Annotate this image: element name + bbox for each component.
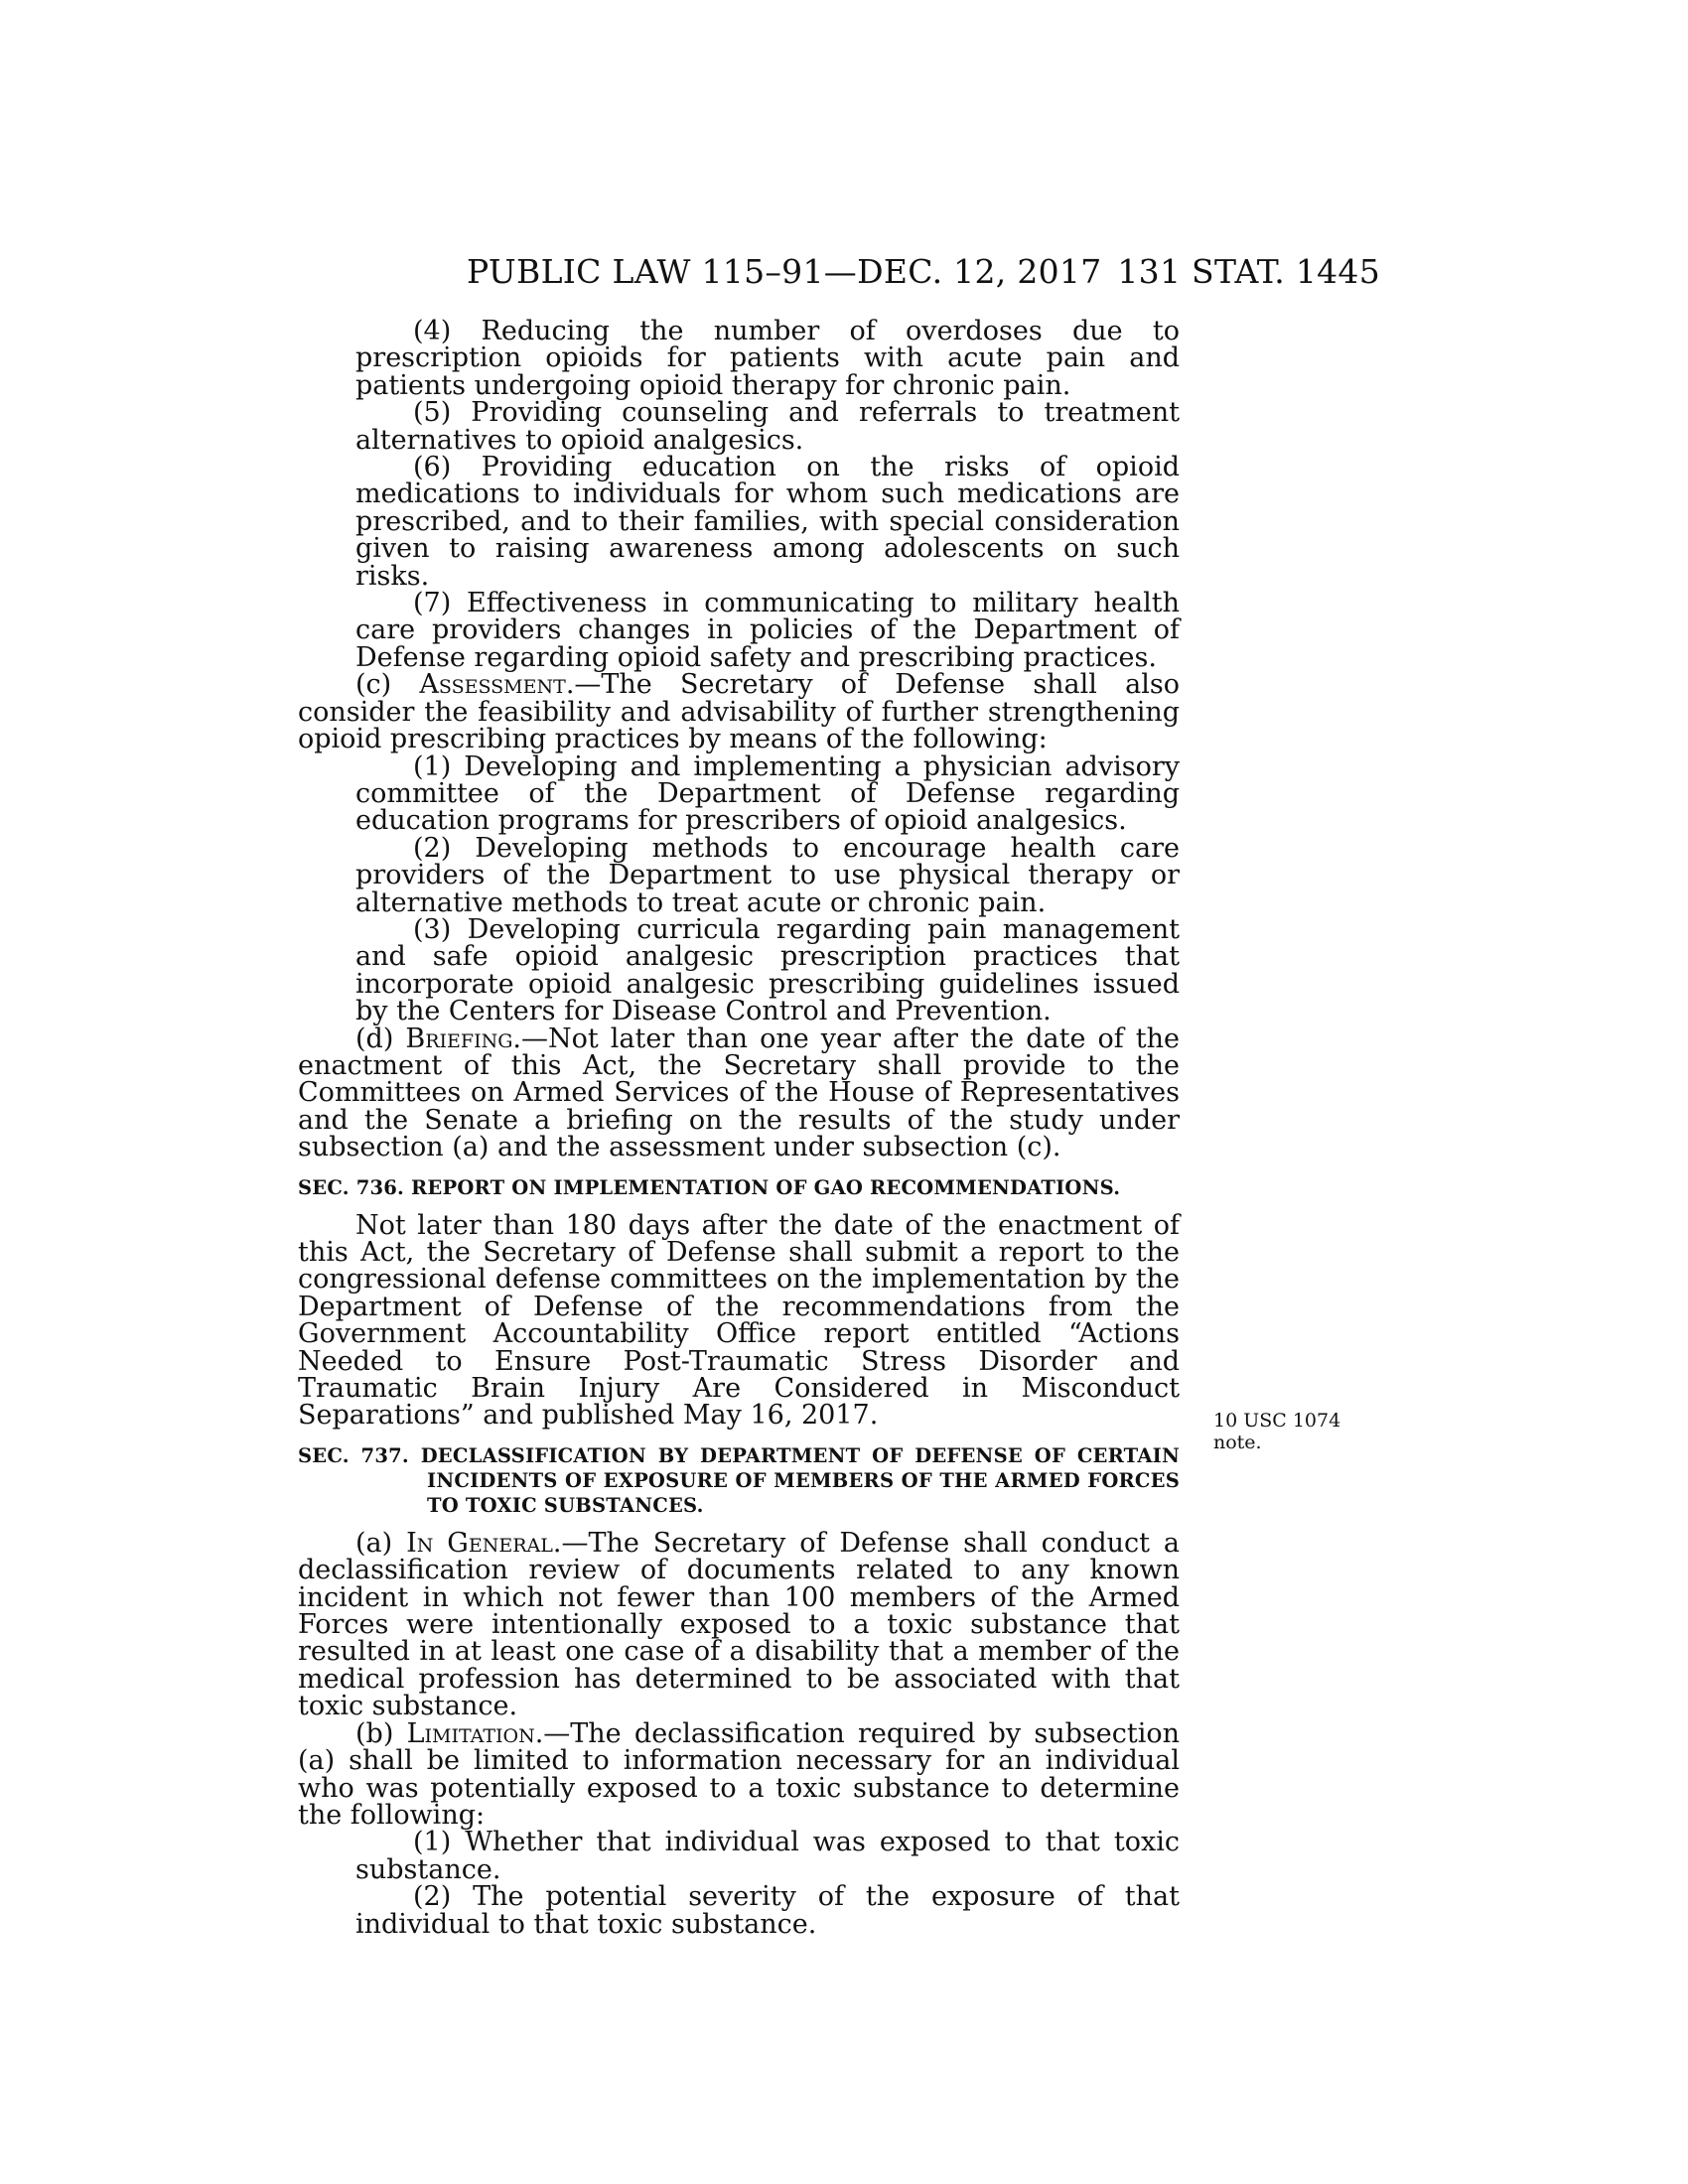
subsection-d-text: .—Not later than one year after the date of the enactment of this Act, the Secretary shall provide to the Committees on Armed Services of the House of Representatives and the Senate a briefing on the results of the study under subsection (a) and the assessment under subsection (c). — [298, 1023, 1180, 1163]
assessment-item-1: (1) Developing and implementing a physician advisory committee of the Department of Defense regarding education programs for prescribers of opioid analgesics. — [355, 751, 1180, 837]
public-law-title: PUBLIC LAW 115–91—DEC. 12, 2017 — [467, 252, 1102, 291]
subsection-c-text: .—The Secretary of Defense shall also consider the feasibility and advisability of further strengthening opioid prescribing practices by means of the following: — [298, 669, 1180, 755]
margin-note-usc: 10 USC 1074 note. — [1213, 1410, 1341, 1453]
section-737-heading: SEC. 737. DECLASSIFICATION BY DEPARTMENT OF DEFENSE OF CERTAIN INCIDENTS OF EXPOSURE OF MEMBERS OF THE ARMED FORCES TO TOXIC SUBSTANCES. — [298, 1443, 1180, 1517]
paragraph-item-6: (6) Providing education on the risks of opioid medications to individuals for whom such medications are prescribed, and to their families, with special consideration given to raising awareness among adolescents on such risks. — [355, 452, 1180, 592]
limitation-item-1: (1) Whether that individual was exposed to that toxic substance. — [355, 1827, 1180, 1885]
subsection-c-assessment — [298, 669, 1180, 755]
document-body — [298, 318, 1180, 1938]
statute-page-number: 131 STAT. 1445 — [1117, 252, 1380, 291]
section-737-subsection-b — [298, 1717, 1181, 1831]
subsection-c-prefix: (c) — [355, 669, 420, 701]
paragraph-item-4: (4) Reducing the number of overdoses due to prescription opioids for patients with acute pain and patients undergoing opioid therapy for chronic pain. — [355, 316, 1180, 401]
subsection-b-text: .—The declassification required by subsection (a) shall be limited to information necessary for an individual who was potentially exposed to a toxic substance to determine the following: — [298, 1717, 1181, 1831]
section-736-text: Not later than 180 days after the date of the enactment of this Act, the Secretary of Defense shall submit a report to the congressional defense committees on the implementation by the Department of Defense of the recommendations from the Government Accountability Office report entitled “Actions Needed to Ensure Post-Traumatic Stress Disorder and Traumatic Brain Injury Are Considered in Misconduct Separations” and published May 16, 2017. — [298, 1209, 1180, 1432]
subsection-d-heading: Briefing — [405, 1023, 513, 1054]
limitation-item-2: (2) The potential severity of the exposure of that individual to that toxic substance. — [355, 1881, 1180, 1940]
subsection-d-briefing — [298, 1025, 1180, 1161]
paragraph-item-5: (5) Providing counseling and referrals to treatment alternatives to opioid analgesics. — [355, 397, 1180, 456]
subsection-d-prefix: (d) — [355, 1023, 406, 1054]
paragraph-item-7: (7) Effectiveness in communicating to military health care providers changes in policies of the Department of Defense regarding opioid safety and prescribing practices. — [355, 588, 1180, 673]
subsection-a-text: .—The Secretary of Defense shall conduct a declassification review of documents related to any known incident in which not fewer than 100 members of the Armed Forces were intentionally exposed to a toxic substance that resulted in at least one case of a disability that a member of the medical profession has determined to be associated with that toxic substance. — [298, 1527, 1181, 1722]
section-737-subsection-a — [298, 1527, 1181, 1722]
subsection-b-prefix: (b) — [355, 1717, 407, 1749]
subsection-a-prefix: (a) — [355, 1527, 407, 1559]
assessment-item-3: (3) Developing curricula regarding pain management and safe opioid analgesic prescription practices that incorporate opioid analgesic prescribing guidelines issued by the Centers for Disease Control and Prevention. — [355, 913, 1180, 1027]
subsection-c-heading: Assessment — [419, 669, 566, 701]
page-header — [298, 250, 1380, 294]
subsection-a-heading: In General — [406, 1527, 553, 1559]
section-736-heading: SEC. 736. REPORT ON IMPLEMENTATION OF GAO RECOMMENDATIONS. — [298, 1175, 1121, 1199]
assessment-item-2: (2) Developing methods to encourage health care providers of the Department to use physical therapy or alternative methods to treat acute or chronic pain. — [355, 832, 1180, 918]
subsection-b-heading: Limitation — [406, 1717, 535, 1749]
